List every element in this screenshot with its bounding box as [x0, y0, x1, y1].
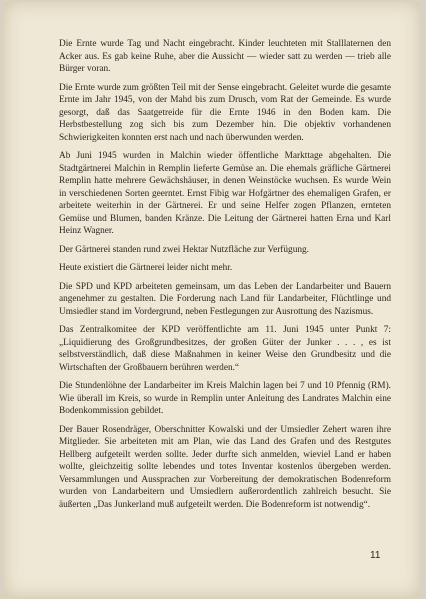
- paragraph-2: Die Ernte wurde zum größten Teil mit der Sense eingebracht. Geleitet wurde die gesamte Ernte im Jahr 1945, von der Mahd bis zum Drusch, vom Rat der Gemeinde. Es wurde gesorgt, daß das Saatgetreide für die Ernte 1946 in den Boden kam. Die Herbstbestellung zog sich bis zum Dezember hin. Die objektiv vorhandenen Schwierigkeiten konnten erst nach und nach überwunden werden.: [59, 82, 391, 143]
- paragraph-8: Die Stundenlöhne der Landarbeiter im Kreis Malchin lagen bei 7 und 10 Pfennig (RM). Wie überall im Kreis, so wurde in Remplin unter Anleitung des Landrates Malchin eine Bodenkommission gebildet.: [59, 381, 391, 416]
- book-page: [4, 2, 420, 597]
- page-number: 11: [370, 550, 381, 561]
- paragraph-1: Die Ernte wurde Tag und Nacht eingebracht. Kinder leuchteten mit Stalllaternen den Acker aus. Es gab keine Ruhe, aber die Aussicht — wieder satt zu werden — trieb alle Bürger voran.: [59, 39, 391, 74]
- paragraph-6: Die SPD und KPD arbeiteten gemeinsam, um das Leben der Landarbeiter und Bauern angenehmer zu gestalten. Die Forderung nach Land für Landarbeiter, Flüchtlinge und Umsiedler stand im Vordergrund, neben Festlegungen zur Ausrottung des Nazismus.: [59, 281, 391, 317]
- paragraph-7: Das Zentralkomitee der KPD veröffentlichte am 11. Juni 1945 unter Punkt 7: „Liquidierung des Großgrundbesitzes, der großen Güter der Junker . . . , es ist selbstverständlich, daß diese Maßnahmen in keiner Weise den Grundbesitz und die Wirtschaften der Großbauern berühren werden.“: [59, 325, 391, 373]
- paragraph-4: Der Gärtnerei standen rund zwei Hektar Nutzfläche zur Verfügung.: [59, 244, 309, 255]
- paragraph-9: Der Bauer Rosendräger, Oberschnitter Kowalski und der Umsiedler Zehert waren ihre Mitglieder. Sie arbeiteten mit am Plan, wie das Land des Grafen und des Restgutes Hellberg aufgeteilt werden sollte. Jeder durfte sich anmelden, wieviel Land er haben wollte, gleichzeitig sollte lebendes und totes Inventar kostenlos übergeben werden. Versammlungen und Aussprachen zur Vorbereitung der demokratischen Bodenreform wurden von Landarbeitern und Umsiedlern außerordentlich zahlreich besucht. Sie äußerten „Das Junkerland muß aufgeteilt werden. Die Bodenreform ist notwendig“.: [59, 424, 391, 510]
- paragraph-5: Heute existiert die Gärtnerei leider nicht mehr.: [59, 263, 233, 273]
- paragraph-3: Ab Juni 1945 wurden in Malchin wieder öffentliche Markttage abgehalten. Die Stadtgärtnerei Malchin in Remplin lieferte Gemüse an. Die ehemals gräfliche Gärtnerei Remplin hatte mehrere Gewächshäuser, in denen Weinstöcke wuchsen. Es wurde Wein in verschiedenen Sorten geerntet. Ernst Fibig war Hofgärtner des ehemaligen Grafen, er arbeitete weiterhin in der Gärtnerei. Er und seine Helfer zogen Pflanzen, ernteten Gemüse und Blumen, banden Kränze. Die Leitung der Gärtnerei hatten Erna und Karl Heinz Wagner.: [59, 151, 391, 236]
- body-text: [59, 38, 391, 517]
